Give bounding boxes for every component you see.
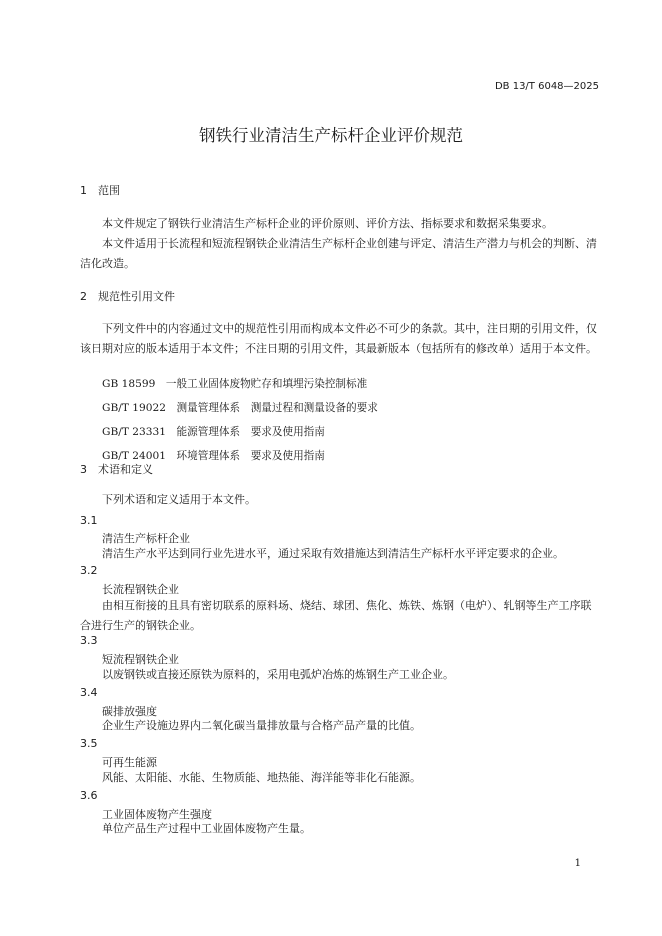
paragraph: 本文件规定了钢铁行业清洁生产标杆企业的评价原则、评价方法、指标要求和数据采集要求。 — [102, 217, 553, 230]
term-definition: 企业生产设施边界内二氧化碳当量排放量与合格产品产量的比值。 — [102, 719, 421, 732]
section-title: 规范性引用文件 — [98, 290, 175, 303]
clause-number: 3.3 — [80, 634, 98, 647]
reference-item: GB 18599 一般工业固体废物贮存和填埋污染控制标准 — [102, 378, 368, 390]
term-heading: 清洁生产标杆企业 — [102, 532, 190, 545]
reference-item: GB/T 19022 测量管理体系 测量过程和测量设备的要求 — [102, 402, 378, 414]
clause-number: 3.6 — [80, 789, 98, 802]
term-definition: 以废钢铁或直接还原铁为原料的，采用电弧炉冶炼的炼钢生产工业企业。 — [102, 668, 454, 681]
reference-item: GB/T 24001 环境管理体系 要求及使用指南 — [102, 450, 325, 462]
clause-number: 3.2 — [80, 564, 98, 577]
term-definition: 清洁生产水平达到同行业先进水平，通过采取有效措施达到清洁生产标杆水平评定要求的企业。 — [102, 547, 564, 560]
term-definition: 单位产品生产过程中工业固体废物产生量。 — [102, 822, 311, 835]
page-number: 1 — [574, 858, 581, 869]
clause-number: 3.1 — [80, 514, 98, 527]
document-title: 钢铁行业清洁生产标杆企业评价规范 — [199, 126, 463, 145]
section-heading-3 — [80, 461, 153, 477]
reference-item: GB/T 23331 能源管理体系 要求及使用指南 — [102, 426, 325, 438]
section-number: 3 — [80, 463, 87, 476]
section-number: 2 — [80, 290, 87, 303]
term-heading: 短流程钢铁企业 — [102, 653, 179, 666]
term-heading: 工业固体废物产生强度 — [102, 808, 212, 821]
term-heading: 可再生能源 — [102, 756, 157, 769]
paragraph: 本文件适用于长流程和短流程钢铁企业清洁生产标杆企业创建与评定、清洁生产潜力与机会的判断、清洁化改造。 — [80, 237, 597, 270]
term-heading: 碳排放强度 — [102, 705, 157, 718]
section-title: 术语和定义 — [98, 463, 153, 476]
paragraph: 下列术语和定义适用于本文件。 — [102, 493, 256, 506]
clause-number: 3.5 — [80, 737, 98, 750]
paragraph: 下列文件中的内容通过文中的规范性引用而构成本文件必不可少的条款。其中，注日期的引用文件，仅该日期对应的版本适用于本文件；不注日期的引用文件，其最新版本（包括所有的修改单）适用于本文件。 — [80, 322, 597, 355]
section-heading-1 — [80, 182, 120, 198]
section-title: 范围 — [98, 184, 120, 197]
term-definition: 风能、太阳能、水能、生物质能、地热能、海洋能等非化石能源。 — [102, 771, 421, 784]
clause-number: 3.4 — [80, 686, 98, 699]
document-code: DB 13/T 6048—2025 — [494, 81, 599, 92]
term-heading: 长流程钢铁企业 — [102, 583, 179, 596]
section-heading-2 — [80, 288, 175, 304]
section-number: 1 — [80, 184, 87, 197]
term-definition: 由相互衔接的且具有密切联系的原料场、烧结、球团、焦化、炼铁、炼钢（电炉）、轧钢等生产工序联合进行生产的钢铁企业。 — [80, 599, 592, 632]
